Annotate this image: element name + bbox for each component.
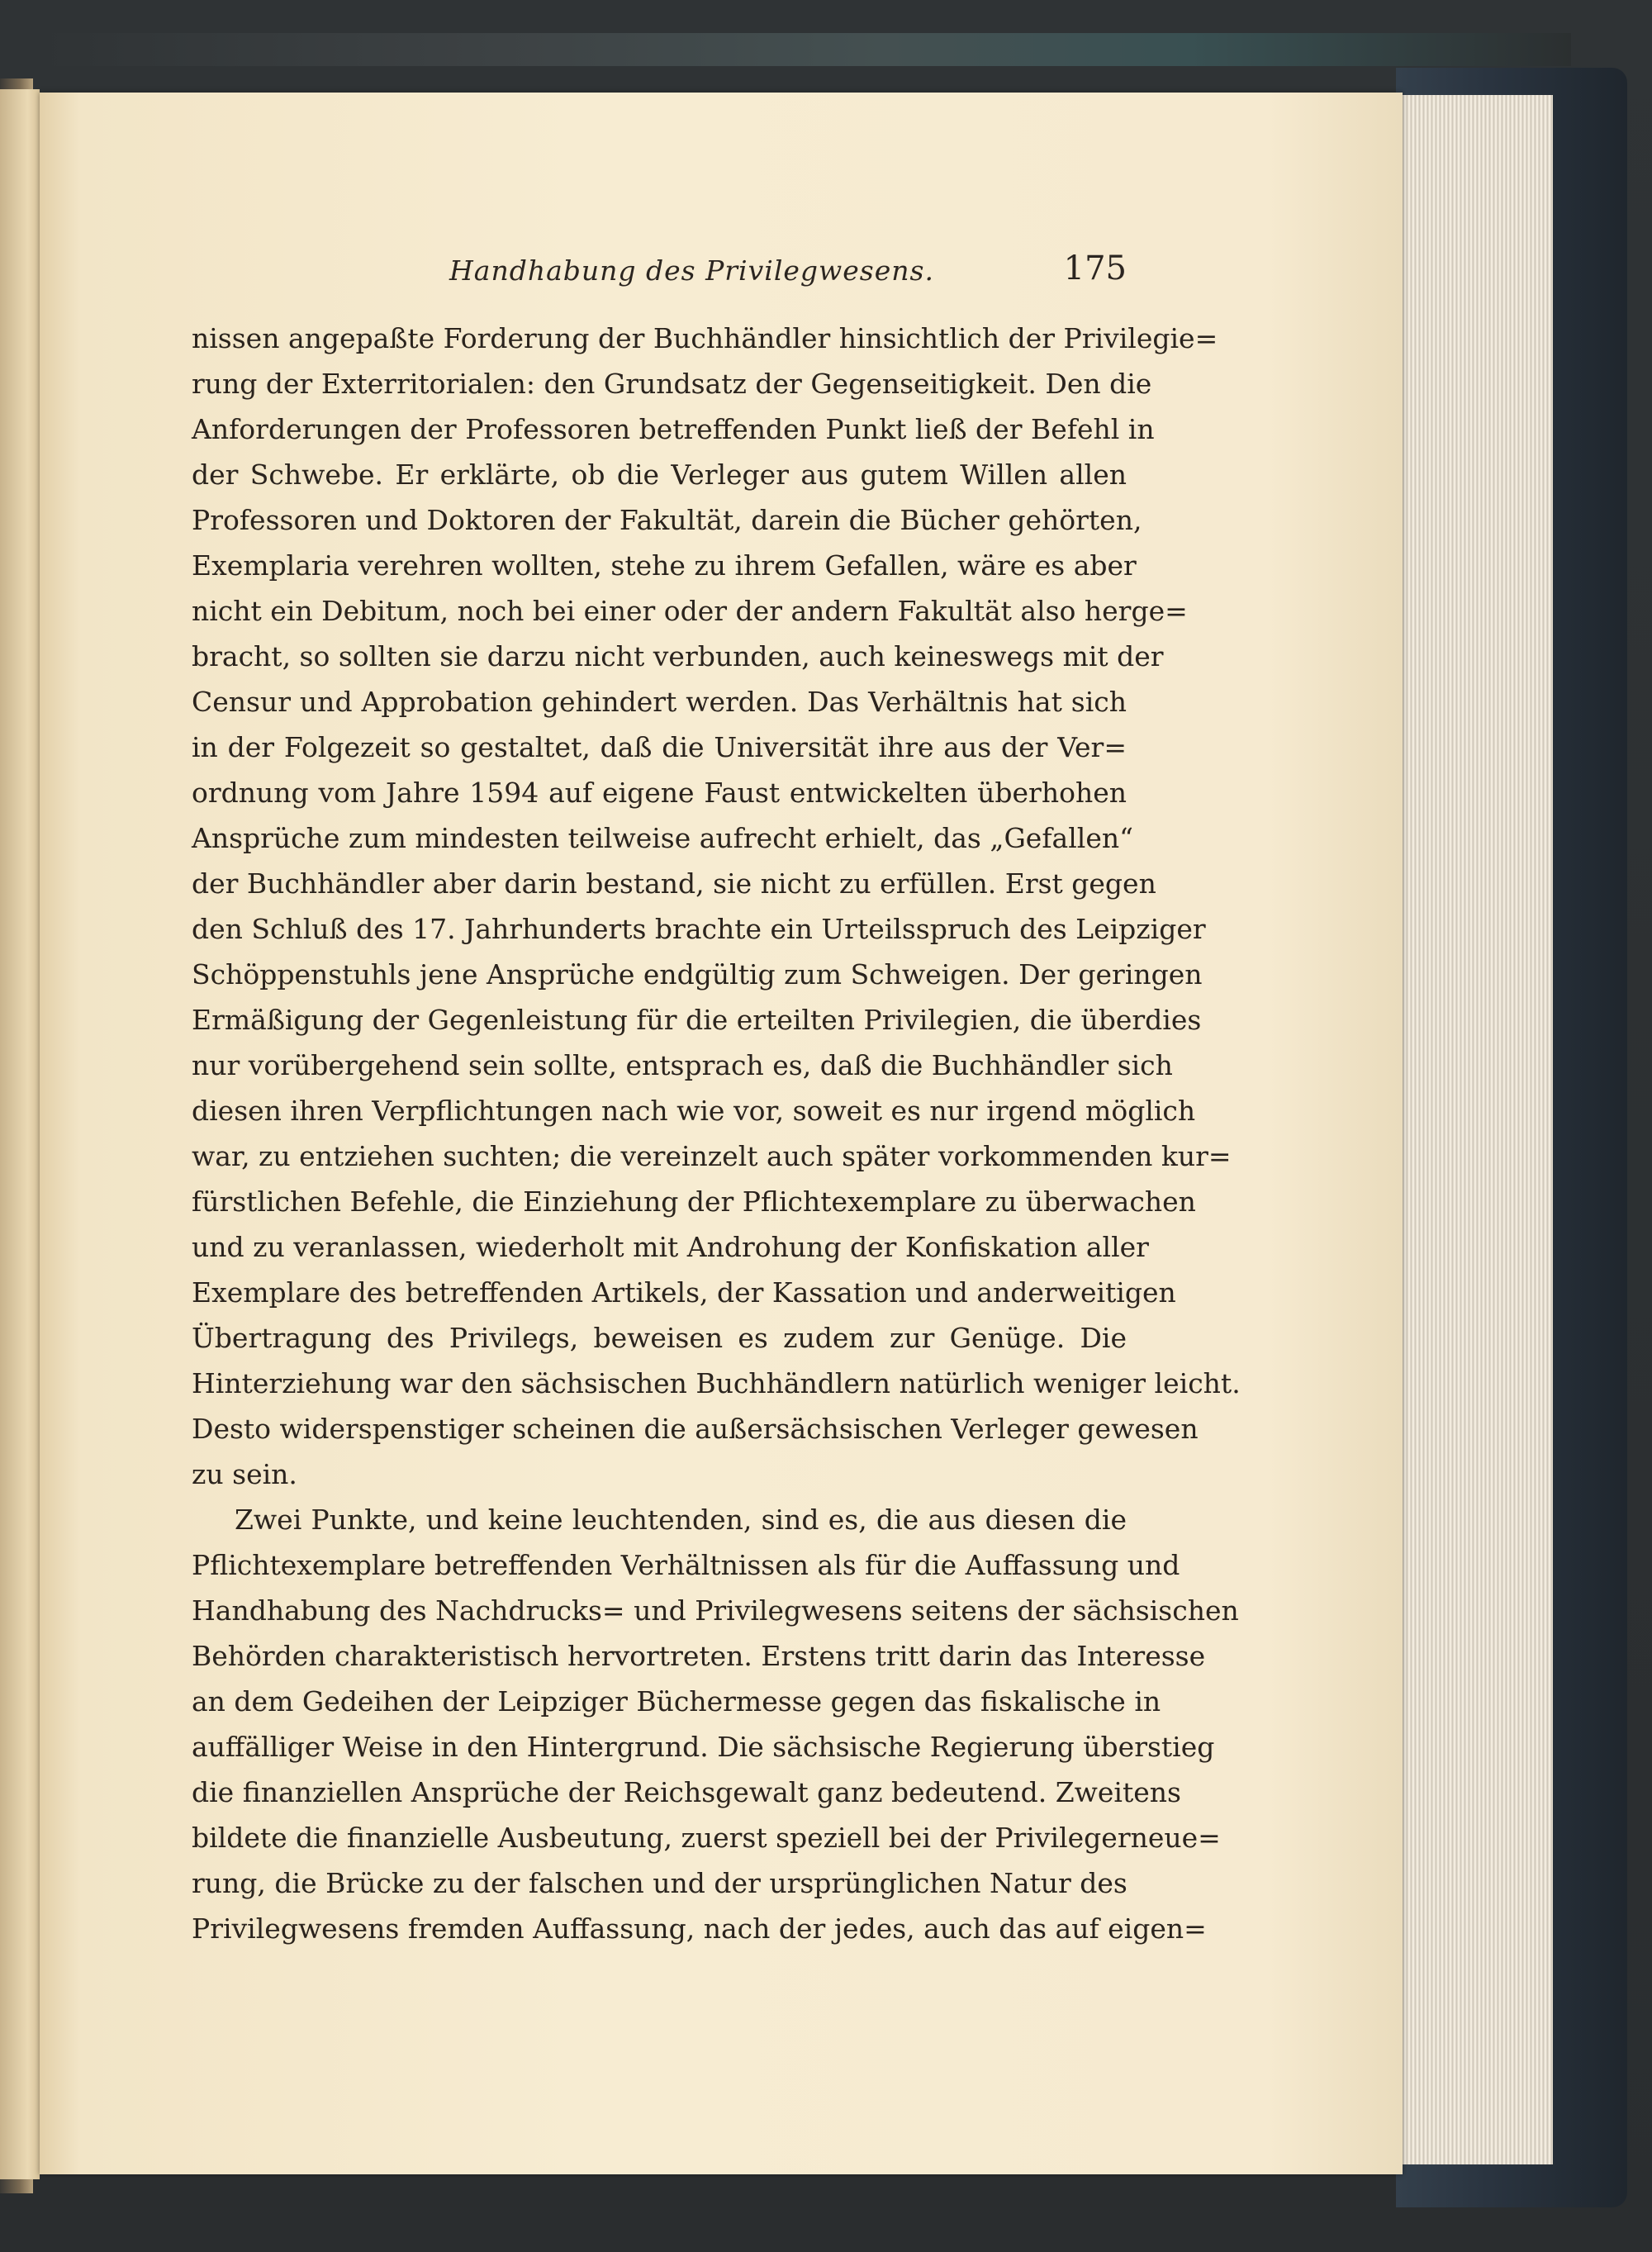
- text-line: auffälliger Weise in den Hintergrund. Die sächsische Regierung überstieg: [192, 1731, 1215, 1763]
- body-text: [192, 316, 1241, 1951]
- text-line: nur vorübergehend sein sollte, entsprach es, daß die Buchhändler sich: [192, 1049, 1173, 1081]
- text-line: ordnung vom Jahre 1594 auf eigene Faust entwickelten überhohen: [192, 777, 1127, 809]
- text-line: Pflichtexemplare betreffenden Verhältnissen als für die Auffassung und: [192, 1549, 1180, 1581]
- text-line: Privilegwesens fremden Auffassung, nach der jedes, auch das auf eigen=: [192, 1912, 1207, 1945]
- text-line: Schöppenstuhls jene Ansprüche endgültig zum Schweigen. Der geringen: [192, 958, 1203, 991]
- text-line: Ansprüche zum mindesten teilweise aufrecht erhielt, das „Gefallen“: [192, 822, 1133, 854]
- paragraph-end-line: zu sein.: [192, 1458, 297, 1490]
- text-line: an dem Gedeihen der Leipziger Büchermesse gegen das fiskalische in: [192, 1685, 1161, 1718]
- text-line: in der Folgezeit so gestaltet, daß die Universität ihre aus der Ver=: [192, 731, 1127, 763]
- paragraph-start-line: Zwei Punkte, und keine leuchtenden, sind es, die aus diesen die: [235, 1504, 1127, 1536]
- text-line: fürstlichen Befehle, die Einziehung der Pflichtexemplare zu überwachen: [192, 1185, 1196, 1218]
- text-line: Handhabung des Nachdrucks= und Privilegwesens seitens der sächsischen: [192, 1594, 1239, 1627]
- text-line: und zu veranlassen, wiederholt mit Androhung der Konfiskation aller: [192, 1231, 1149, 1263]
- text-line: Exemplaria verehren wollten, stehe zu ihrem Gefallen, wäre es aber: [192, 549, 1137, 582]
- text-line: Desto widerspenstiger scheinen die außersächsischen Verleger gewesen: [192, 1413, 1199, 1445]
- text-line: der Buchhändler aber darin bestand, sie nicht zu erfüllen. Erst gegen: [192, 867, 1156, 900]
- text-line: der Schwebe. Er erklärte, ob die Verleger aus gutem Willen allen: [192, 458, 1127, 491]
- text-line: Übertragung des Privilegs, beweisen es zudem zur Genüge. Die: [192, 1322, 1127, 1354]
- text-line: bracht, so sollten sie darzu nicht verbunden, auch keineswegs mit der: [192, 640, 1164, 672]
- text-line: diesen ihren Verpflichtungen nach wie vor, soweit es nur irgend möglich: [192, 1095, 1196, 1127]
- text-line: Professoren und Doktoren der Fakultät, darein die Bücher gehörten,: [192, 504, 1142, 536]
- page-number: 175: [1063, 249, 1127, 287]
- text-line: bildete die finanzielle Ausbeutung, zuerst speziell bei der Privilegerneue=: [192, 1822, 1221, 1854]
- text-line: rung der Exterritorialen: den Grundsatz der Gegenseitigkeit. Den die: [192, 368, 1152, 400]
- text-line: nicht ein Debitum, noch bei einer oder der andern Fakultät also herge=: [192, 595, 1188, 627]
- book-top-edge: [43, 33, 1571, 66]
- text-line: Anforderungen der Professoren betreffenden Punkt ließ der Befehl in: [192, 413, 1155, 445]
- running-title: Handhabung des Privilegwesens.: [449, 254, 934, 287]
- previous-page-edge: [0, 89, 40, 2179]
- text-line: den Schluß des 17. Jahrhunderts brachte ein Urteilsspruch des Leipziger: [192, 913, 1206, 945]
- page-stack-edges: [1396, 95, 1553, 2164]
- text-line: war, zu entziehen suchten; die vereinzelt auch später vorkommenden kur=: [192, 1140, 1232, 1172]
- text-line: Exemplare des betreffenden Artikels, der Kassation und anderweitigen: [192, 1276, 1176, 1309]
- text-line: Hinterziehung war den sächsischen Buchhändlern natürlich weniger leicht.: [192, 1367, 1241, 1399]
- text-line: Censur und Approbation gehindert werden. Das Verhältnis hat sich: [192, 686, 1127, 718]
- text-line: die finanziellen Ansprüche der Reichsgewalt ganz bedeutend. Zweitens: [192, 1776, 1181, 1808]
- page-header: [192, 248, 1127, 297]
- text-line: Behörden charakteristisch hervortreten. Erstens tritt darin das Interesse: [192, 1640, 1206, 1672]
- text-line: rung, die Brücke zu der falschen und der ursprünglichen Natur des: [192, 1867, 1127, 1899]
- text-line: nissen angepaßte Forderung der Buchhändler hinsichtlich der Privilegie=: [192, 322, 1218, 354]
- text-line: Ermäßigung der Gegenleistung für die erteilten Privilegien, die überdies: [192, 1004, 1202, 1036]
